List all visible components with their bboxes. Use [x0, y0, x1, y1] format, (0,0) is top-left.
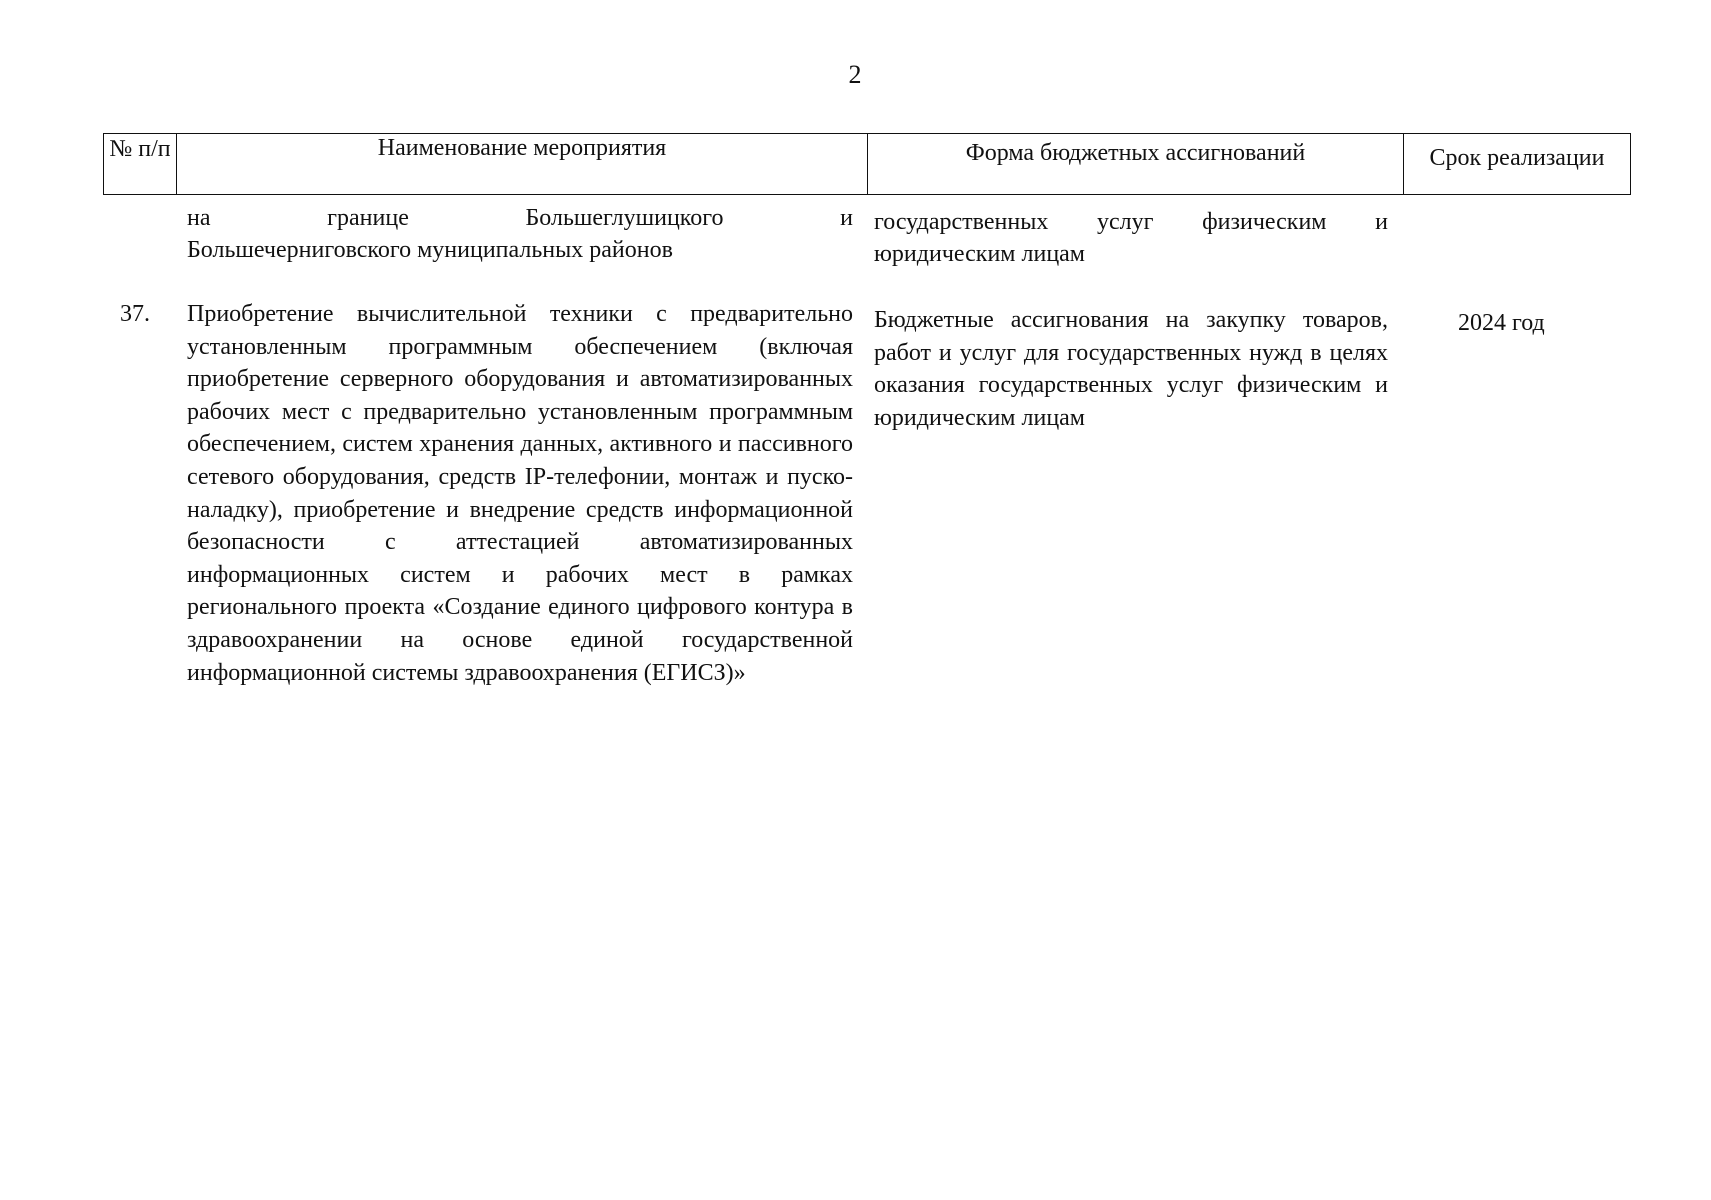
continuation-form-line1: государственных услуг физическим и: [874, 209, 1388, 235]
table-header: [103, 133, 1631, 195]
header-number-label: № п/п: [109, 136, 171, 162]
row-37-term: 2024 год: [1458, 310, 1545, 336]
continuation-name-line2: Большечерниговского муниципальных районов: [187, 237, 673, 263]
page-number: 2: [848, 60, 862, 89]
header-term-label: Срок реализации: [1429, 145, 1605, 171]
header-cell-term: [1404, 134, 1631, 195]
row-37-number: 37.: [120, 301, 150, 327]
row-37-form: Бюджетные ассигнования на закупку товаров, работ и услуг для государственных нужд в целях оказания государственных услуг физическим и юридическим лицам: [874, 307, 1388, 431]
header-form-label: Форма бюджетных ассигнований: [965, 140, 1306, 166]
continuation-name-line1: на границе Большеглушицкого и: [187, 205, 853, 231]
continuation-form-line2: юридическим лицам: [874, 241, 1085, 267]
header-cell-name: [177, 134, 868, 195]
header-cell-number: [104, 134, 177, 195]
header-cell-form: [868, 134, 1404, 195]
row-37-name: Приобретение вычислительной техники с предварительно установленным программным обеспечением (включая приобретение серверного оборудования и автоматизированных рабочих мест с предварительно установленным программным обеспечением, систем хранения данных, активного и пассивного сетевого оборудования, средств IP-телефонии, монтаж и пуско-наладку), приобретение и внедрение средств информационной безопасности с аттестацией автоматизированных информационных систем и рабочих мест в рамках регионального проекта «Создание единого цифрового контура в здравоохранении на основе единой государственной информационной системы здравоохранения (ЕГИСЗ)»: [187, 301, 853, 686]
header-name-label: Наименование мероприятия: [377, 135, 667, 161]
